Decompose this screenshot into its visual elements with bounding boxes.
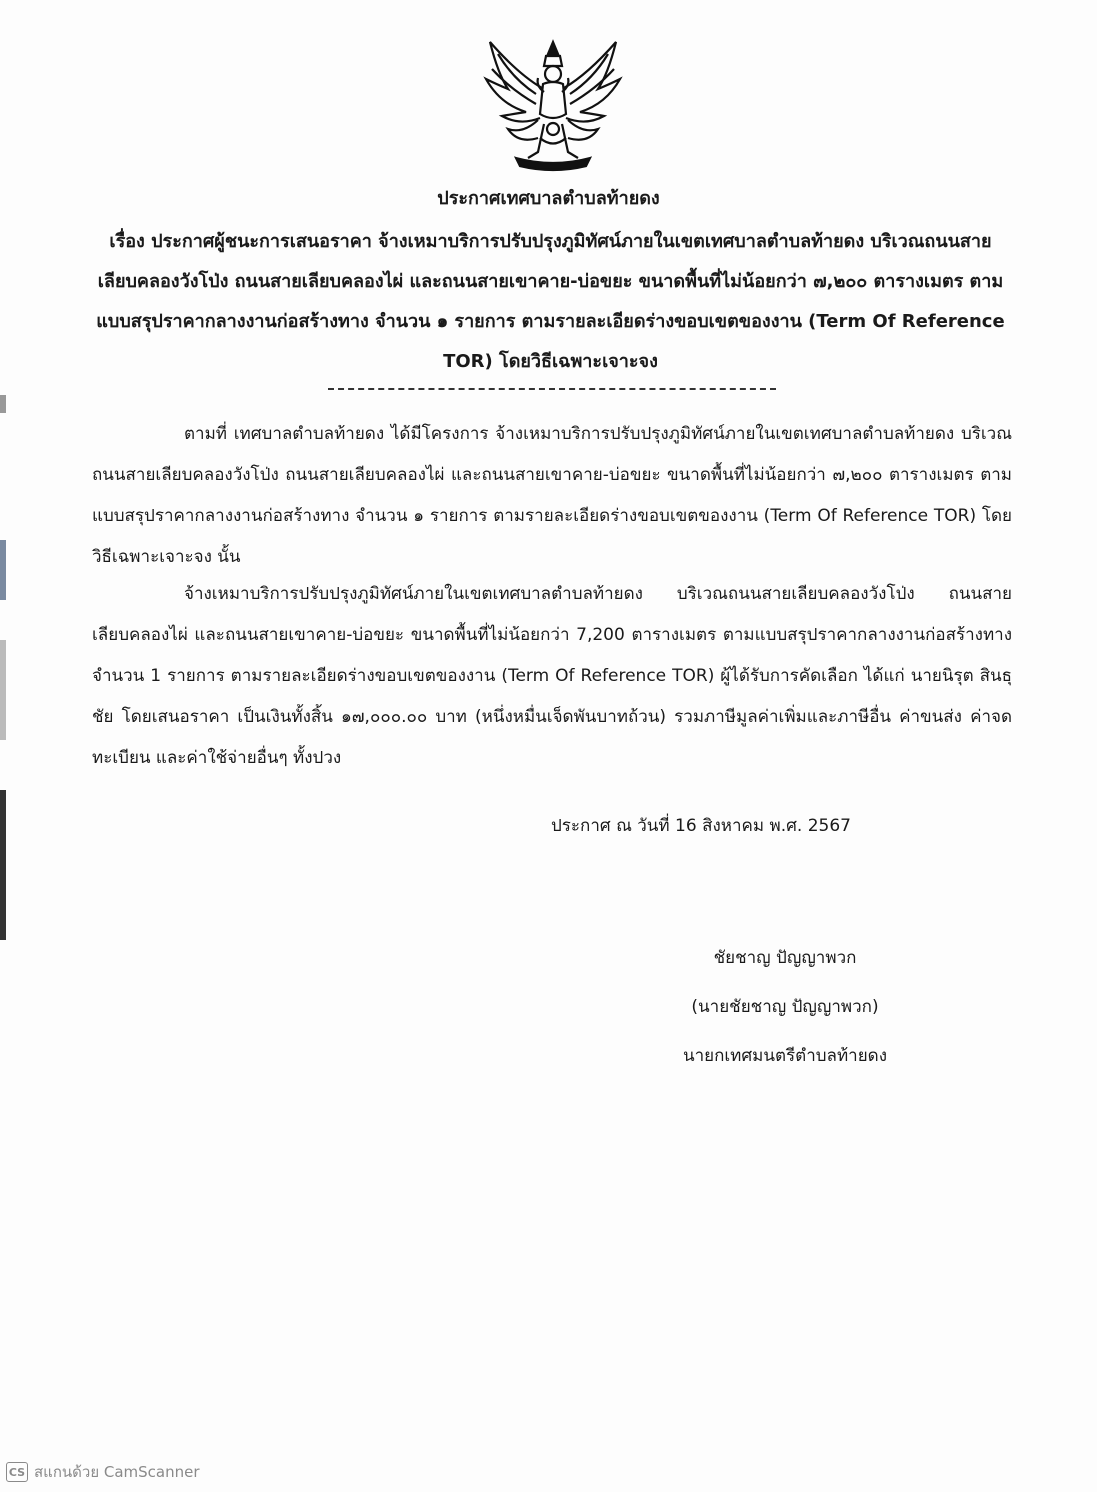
scan-edge-mark bbox=[0, 790, 6, 940]
signature-name: ชัยชาญ ปัญญาพวก bbox=[713, 948, 857, 968]
garuda-emblem-icon bbox=[478, 34, 628, 174]
scanner-footer bbox=[6, 1460, 200, 1484]
scan-edge-mark bbox=[0, 395, 6, 413]
signatory-full-name: (นายชัยชาญ ปัญญาพวก) bbox=[691, 997, 879, 1017]
camscanner-logo-icon: CS bbox=[6, 1462, 28, 1482]
scan-edge-mark bbox=[0, 640, 6, 740]
signature-block bbox=[640, 934, 930, 1081]
body-paragraph-1: ตามที่ เทศบาลตำบลท้ายดง ได้มีโครงการ จ้างเหมาบริการปรับปรุงภูมิทัศน์ภายในเขตเทศบาลตำบลท้ายดง บริเวณถนนสายเลียบคลองวังโป่ง ถนนสายเลียบคลองไผ่ และถนนสายเขาคาย-บ่อขยะ ขนาดพื้นที่ไม่น้อยกว่า ๗,๒๐๐ ตารางเมตร ตามแบบสรุปราคากลางงานก่อสร้างทาง จำนวน ๑ รายการ ตามรายละเอียดร่างขอบเขตของงาน (Term Of Reference TOR) โดยวิธีเฉพาะเจาะจง นั้น bbox=[92, 424, 1012, 567]
announcement-date: ประกาศ ณ วันที่ 16 สิงหาคม พ.ศ. 2567 bbox=[551, 816, 851, 836]
section-divider bbox=[328, 388, 776, 390]
announcement-subject: เรื่อง ประกาศผู้ชนะการเสนอราคา จ้างเหมาบริการปรับปรุงภูมิทัศน์ภายในเขตเทศบาลตำบลท้ายดง บริเวณถนนสายเลียบคลองวังโป่ง ถนนสายเลียบคลองไผ่ และถนนสายเขาคาย-บ่อขยะ ขนาดพื้นที่ไม่น้อยกว่า ๗,๒๐๐ ตารางเมตร ตามแบบสรุปราคากลางงานก่อสร้างทาง จำนวน ๑ รายการ ตามรายละเอียดร่างขอบเขตของงาน (Term Of Reference TOR) โดยวิธีเฉพาะเจาะจง bbox=[96, 231, 1005, 372]
body-paragraph-2: จ้างเหมาบริการปรับปรุงภูมิทัศน์ภายในเขตเทศบาลตำบลท้ายดง บริเวณถนนสายเลียบคลองวังโป่ง ถนนสายเลียบคลองไผ่ และถนนสายเขาคาย-บ่อขยะ ขนาดพื้นที่ไม่น้อยกว่า 7,200 ตารางเมตร ตามแบบสรุปราคากลางงานก่อสร้างทาง จำนวน 1 รายการ ตามรายละเอียดร่างขอบเขตของงาน (Term Of Reference TOR) ผู้ได้รับการคัดเลือก ได้แก่ นายนิรุต สินธุชัย โดยเสนอราคา เป็นเงินทั้งสิ้น ๑๗,๐๐๐.๐๐ บาท (หนึ่งหมื่นเจ็ดพันบาทถ้วน) รวมภาษีมูลค่าเพิ่มและภาษีอื่น ค่าขนส่ง ค่าจดทะเบียน และค่าใช้จ่ายอื่นๆ ทั้งปวง bbox=[92, 584, 1012, 768]
announcement-title: ประกาศเทศบาลตำบลท้ายดง bbox=[437, 188, 660, 209]
scanner-footer-text: สแกนด้วย CamScanner bbox=[34, 1463, 200, 1481]
scan-edge-mark bbox=[0, 540, 6, 600]
signatory-position: นายกเทศมนตรีตำบลท้ายดง bbox=[682, 1046, 888, 1066]
